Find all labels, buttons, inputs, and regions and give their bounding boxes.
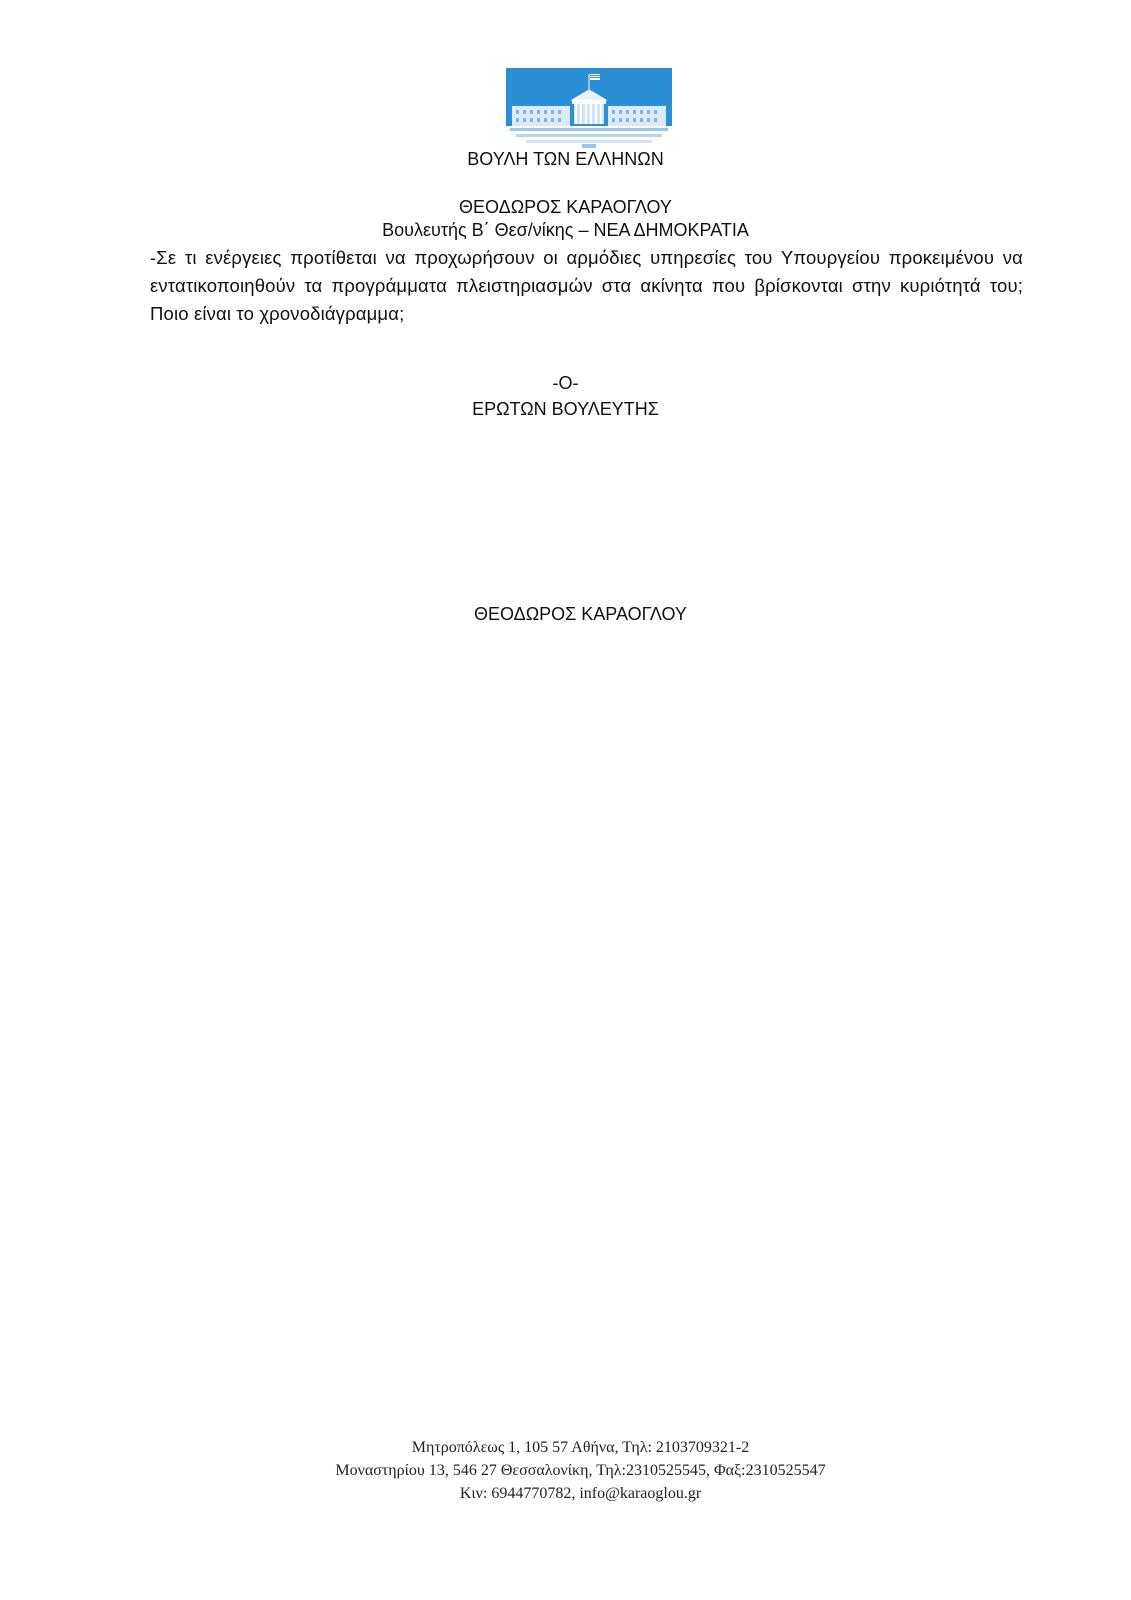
signature-article: -Ο- (552, 373, 579, 393)
parliament-logo (506, 68, 672, 150)
footer-athens-address: Μητροπόλεως 1, 105 57 Αθήνα, Τηλ: 2103709321-2 (411, 1439, 750, 1456)
institution-title: ΒΟΥΛΗ ΤΩΝ ΕΛΛΗΝΩΝ (467, 149, 664, 169)
parliament-building-icon (506, 68, 672, 150)
mp-title: Βουλευτής Β΄ Θεσ/νίκης – ΝΕΑ ΔΗΜΟΚΡΑΤΙΑ (382, 220, 749, 240)
mp-name: ΘΕΟΔΩΡΟΣ ΚΑΡΑΟΓΛΟΥ (459, 197, 672, 217)
signature-role: ΕΡΩΤΩΝ ΒΟΥΛΕΥΤΗΣ (472, 399, 659, 419)
signature-name: ΘΕΟΔΩΡΟΣ ΚΑΡΑΟΓΛΟΥ (474, 604, 687, 624)
question-text: -Σε τι ενέργειες προτίθεται να προχωρήσουν οι αρμόδιες υπηρεσίες του Υπουργείου προκειμένου να εντατικοποιηθούν τα προγράμματα πλειστηριασμών στα ακίνητα που βρίσκονται στην κυριότητά του; Ποιο είναι το χρονοδιάγραμμα; (150, 247, 1023, 324)
footer-contact: Κιν: 6944770782, info@karaoglou.gr (459, 1485, 702, 1502)
footer-thessaloniki-address: Μοναστηρίου 13, 546 27 Θεσσαλονίκη, Τηλ:2310525545, Φαξ:2310525547 (335, 1462, 826, 1479)
